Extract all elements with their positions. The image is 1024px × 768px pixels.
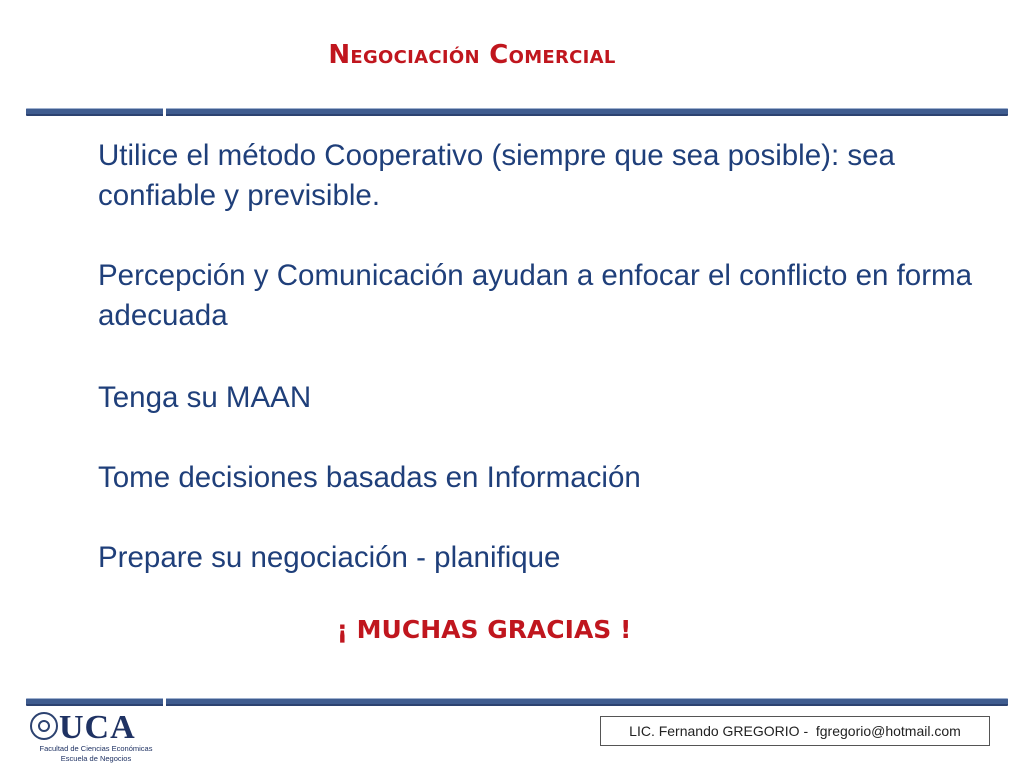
slide-title: Negociación Comercial xyxy=(328,40,616,70)
divider-notch xyxy=(163,108,166,116)
thanks-message: ¡ MUCHAS GRACIAS ! xyxy=(336,615,632,644)
top-divider xyxy=(26,108,1008,116)
logo-subtitle xyxy=(36,744,156,764)
divider-notch xyxy=(163,698,166,706)
slide-body xyxy=(98,136,978,618)
logo-wordmark: UCA xyxy=(59,709,136,746)
bottom-divider xyxy=(26,698,1008,706)
paragraph-perception-communication: Percepción y Comunicación ayudan a enfocar el conflicto en forma adecuada xyxy=(98,259,973,332)
paragraph-information-decisions: Tome decisiones basadas en Información xyxy=(98,461,641,494)
paragraph-cooperative-method: Utilice el método Cooperativo (siempre que sea posible): sea confiable y previsible. xyxy=(98,139,895,212)
uca-logo xyxy=(30,710,160,764)
logo-school: Escuela de Negocios xyxy=(60,754,132,763)
footer-credit: LIC. Fernando GREGORIO - fgregorio@hotmail.com xyxy=(600,716,990,746)
logo-faculty: Facultad de Ciencias Económicas xyxy=(39,744,153,753)
paragraph-maan: Tenga su MAAN xyxy=(98,381,312,414)
paragraph-plan-negotiation: Prepare su negociación - planifique xyxy=(98,541,561,574)
university-seal-icon xyxy=(30,712,58,740)
